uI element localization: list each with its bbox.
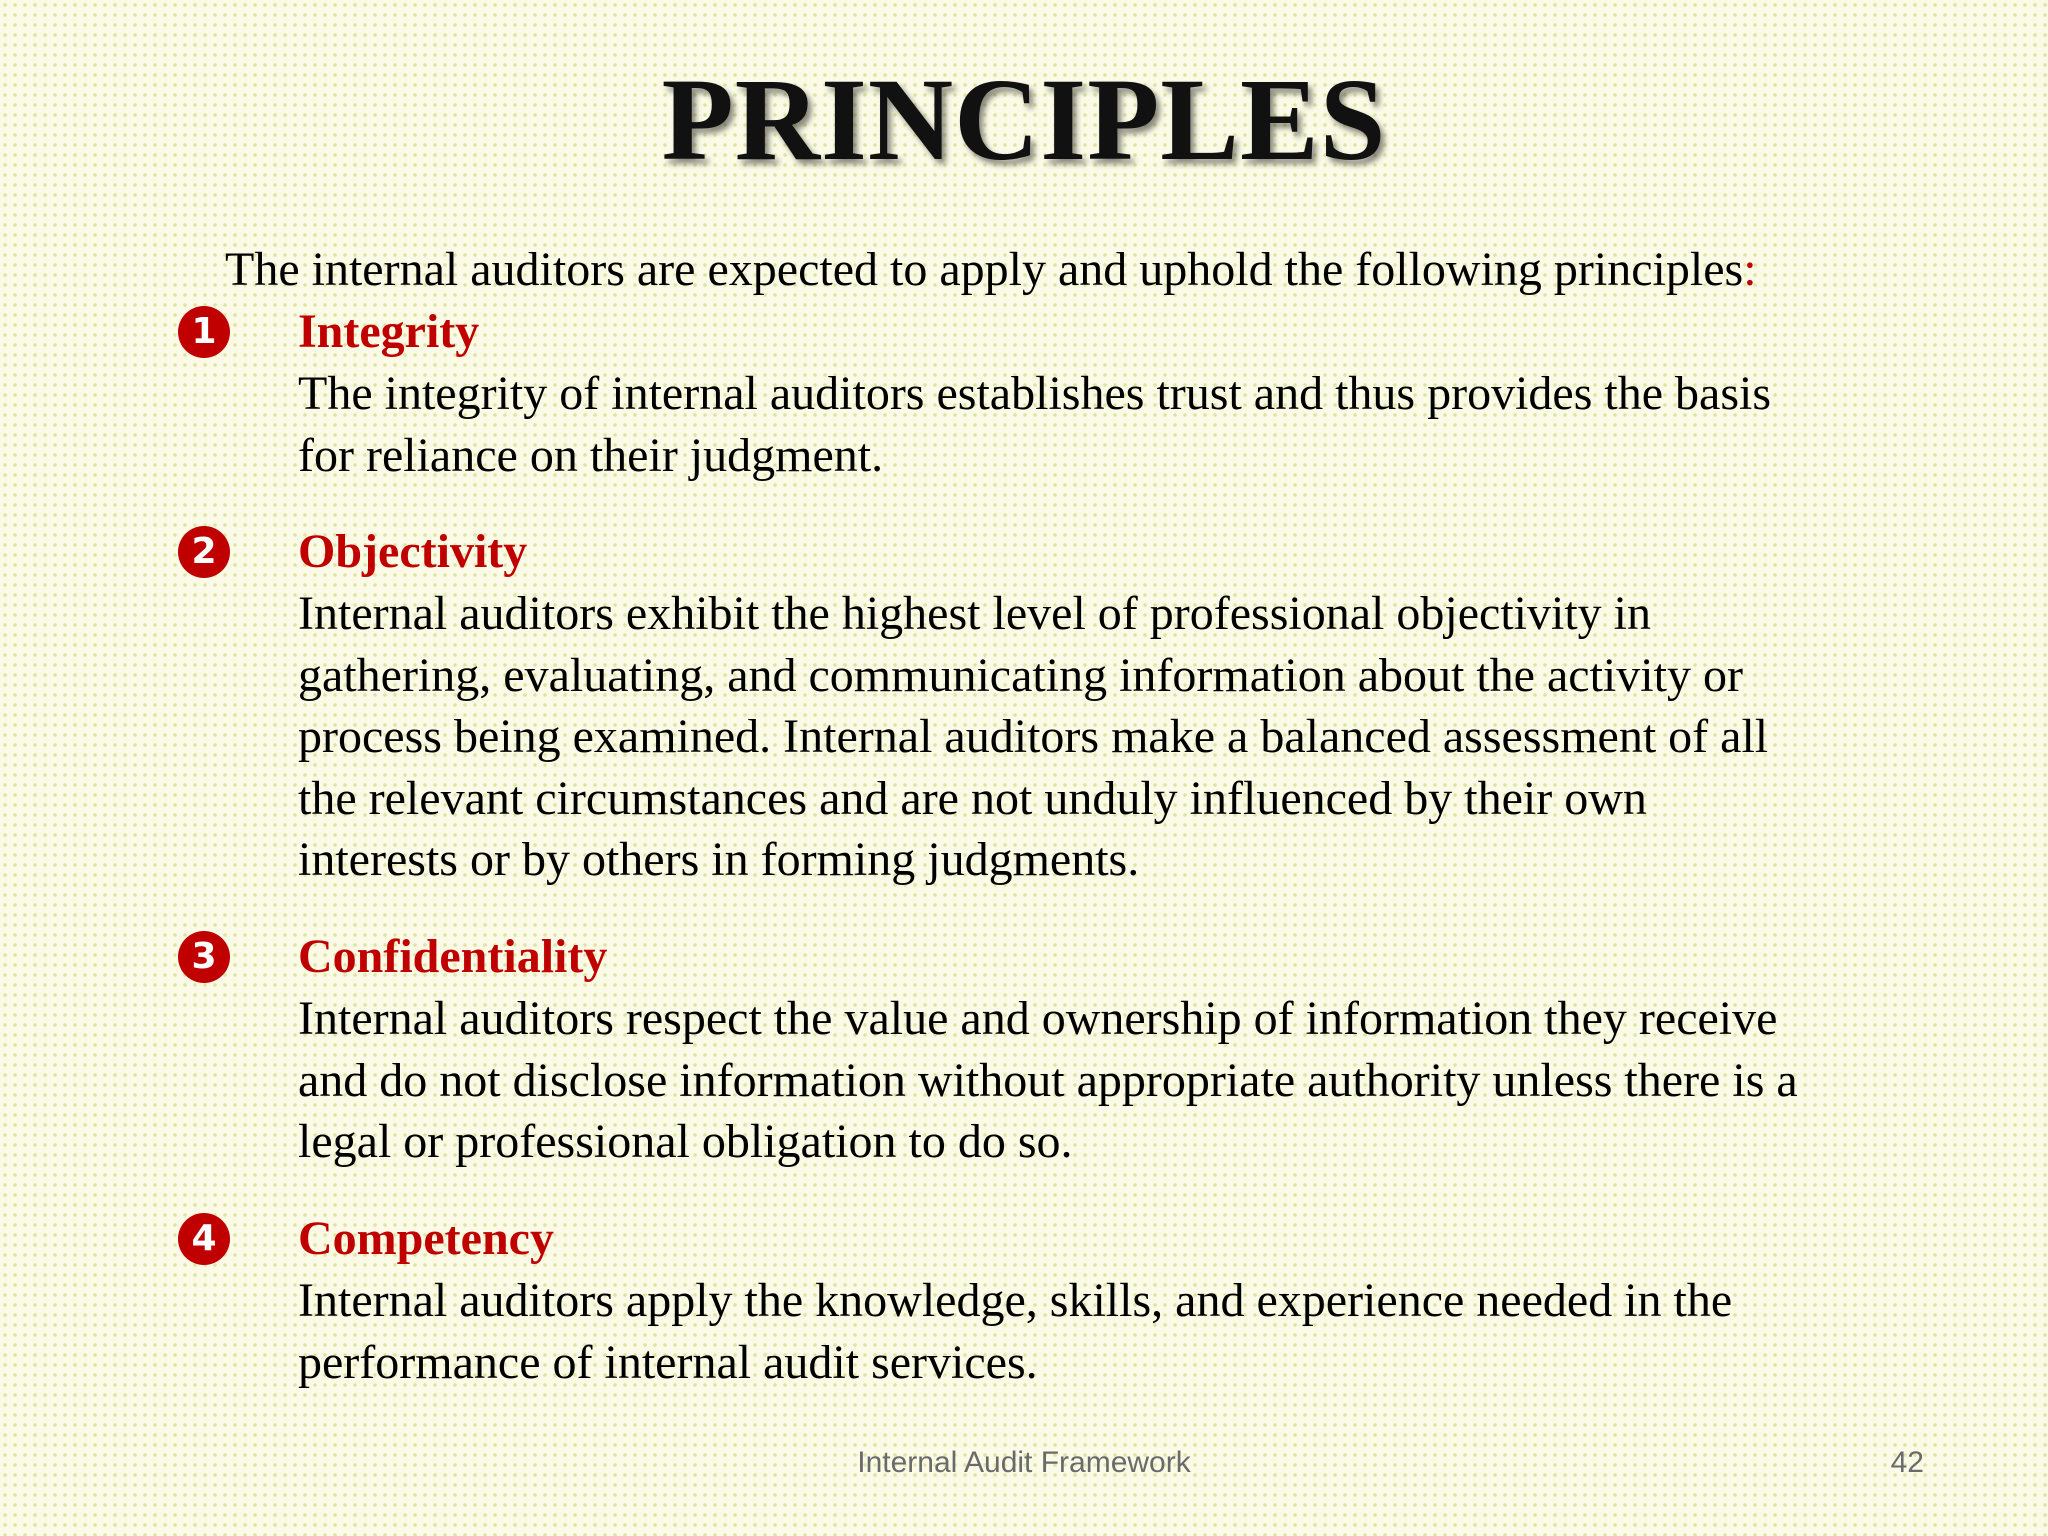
principle-title: Competency (298, 1212, 554, 1265)
description-line: The integrity of internal auditors establishes trust and thus provides the basis (298, 367, 1772, 420)
description-line: and do not disclose information without appropriate authority unless there is a (298, 1053, 1798, 1107)
principle-description (298, 988, 1928, 1173)
intro-colon: : (1743, 243, 1757, 296)
description-line: performance of internal audit services. (298, 1335, 1038, 1389)
description-line: the relevant circumstances and are not unduly influenced by their own (298, 771, 1647, 825)
footer-text: Internal Audit Framework (857, 1446, 1191, 1479)
description-line: Internal auditors respect the value and ownership of information they receive (298, 992, 1778, 1045)
principle-description (298, 363, 1928, 486)
number-3-circle-icon: 3 (178, 931, 230, 983)
principle-title: Objectivity (298, 525, 528, 578)
description-line: gathering, evaluating, and communicating information about the activity or (298, 648, 1743, 702)
intro-text (225, 240, 1965, 300)
number-2-circle-icon: 2 (178, 526, 230, 578)
page-number: 42 (1890, 1446, 1924, 1479)
number-4-circle-icon: 4 (178, 1213, 230, 1265)
description-line: Internal auditors exhibit the highest level of professional objectivity in (298, 587, 1651, 640)
intro-sentence: The internal auditors are expected to apply and uphold the following principles (225, 243, 1744, 296)
description-line: process being examined. Internal auditors make a balanced assessment of all (298, 710, 1769, 763)
description-line: Internal auditors apply the knowledge, skills, and experience needed in the (298, 1274, 1733, 1327)
number-1-circle-icon: 1 (178, 306, 230, 358)
principle-title: Integrity (298, 305, 480, 358)
principle-description (298, 583, 1928, 891)
principle-title: Confidentiality (298, 930, 608, 983)
principle-description (298, 1270, 1928, 1393)
description-line: for reliance on their judgment. (298, 428, 884, 482)
description-line: interests or by others in forming judgments. (298, 833, 1140, 886)
description-line: legal or professional obligation to do so. (298, 1115, 1073, 1168)
slide-title: PRINCIPLES (661, 54, 1387, 185)
